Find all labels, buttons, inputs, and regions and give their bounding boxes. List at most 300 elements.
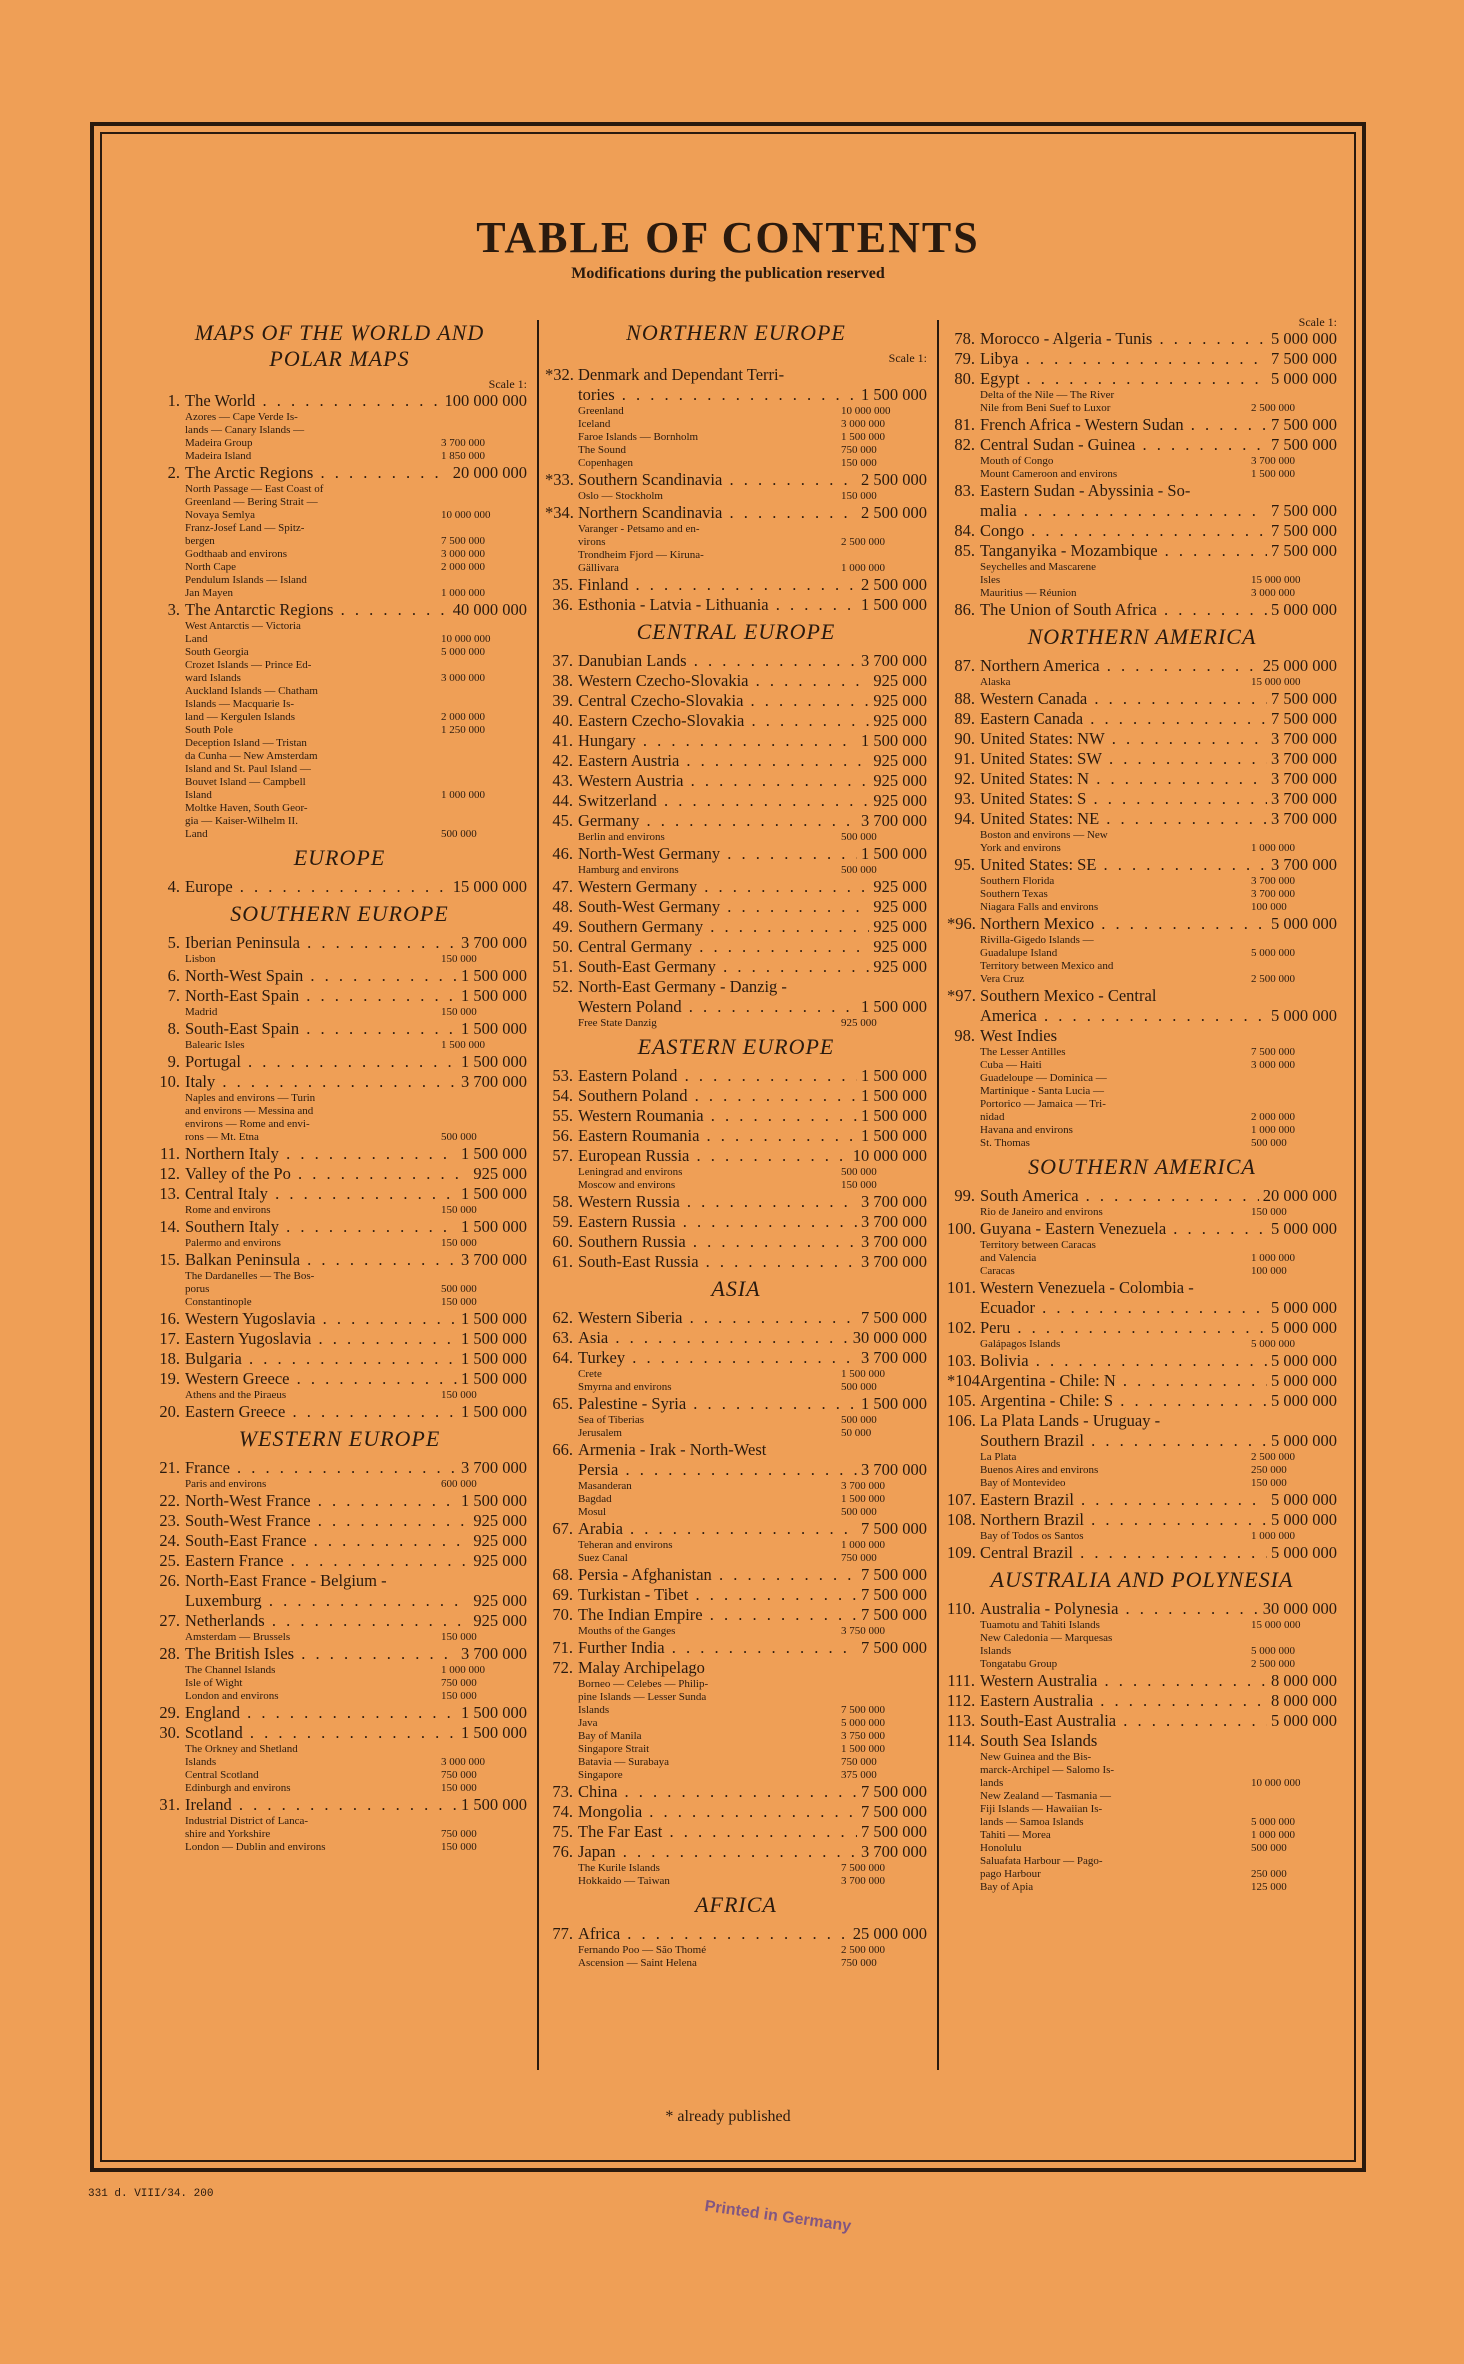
inset-map [152, 1664, 527, 1677]
map-title: Eastern Poland . . . [578, 1066, 857, 1086]
map-entry-line [152, 1491, 527, 1511]
inset-map-title: Borneo — Celebes — Philip- [578, 1678, 709, 1690]
map-number: 22. [159, 1491, 180, 1510]
map-number: 35. [552, 575, 573, 594]
map-entry-line [545, 711, 927, 731]
inset-map-title: marck-Archipel — Salomo Is- [980, 1764, 1115, 1776]
inset-map-scale: 750 000 [841, 1552, 877, 1564]
map-title: The Indian Empire . . . [578, 1605, 857, 1625]
inset-map [545, 1017, 927, 1030]
map-title: Finland . . . [578, 575, 857, 595]
inset-map-title: Boston and environs — New [980, 829, 1108, 841]
inset-map-scale [1247, 1751, 1337, 1764]
map-scale: 1 500 000 [461, 966, 527, 985]
map-title: The Union of South Africa . . . [980, 600, 1267, 620]
inset-map-title: Central Scotland [185, 1769, 259, 1781]
map-scale: 3 700 000 [861, 651, 927, 670]
map-entry-line [545, 1565, 927, 1585]
inset-map [152, 724, 527, 737]
map-scale: 7 500 000 [861, 1802, 927, 1821]
inset-map-scale [437, 1815, 527, 1828]
inset-map [947, 875, 1337, 888]
map-entry-line [152, 877, 527, 897]
map-entry-line [152, 1795, 527, 1815]
map-entry-line [947, 729, 1337, 749]
inset-map-title: rons — Mt. Etna [185, 1131, 259, 1143]
map-entry-line [152, 1369, 527, 1389]
inset-map-scale: 7 500 000 [841, 1704, 885, 1716]
inset-map-title: Honolulu [980, 1842, 1022, 1854]
map-number: 84. [954, 521, 975, 540]
inset-map-title: Isle of Wight [185, 1677, 243, 1689]
inset-map-title: London and environs [185, 1690, 279, 1702]
inset-map-scale: 1 000 000 [1251, 842, 1295, 854]
map-title: United States: S . . . [980, 789, 1267, 809]
inset-map-scale: 10 000 000 [1251, 1777, 1301, 1789]
map-entry [545, 385, 927, 470]
inset-map-title: Franz-Josef Land — Spitz- [185, 522, 305, 534]
map-number: 72. [552, 1658, 573, 1677]
map-number [545, 997, 573, 1017]
map-number: 74. [552, 1802, 573, 1821]
inset-map-scale [1247, 1085, 1337, 1098]
inset-map-title: virons [578, 536, 606, 548]
inset-map-scale: 150 000 [441, 1690, 477, 1702]
inset-map [947, 1803, 1337, 1816]
map-entry [545, 691, 927, 711]
inset-map-scale [437, 411, 527, 424]
map-number: 18. [159, 1349, 180, 1368]
inset-map-title: New Caledonia — Marquesas [980, 1632, 1113, 1644]
map-entry [152, 1052, 527, 1072]
map-entry-line [947, 709, 1337, 729]
inset-map-scale: 750 000 [841, 444, 877, 456]
inset-map-scale: 150 000 [441, 1296, 477, 1308]
map-number: 88. [954, 689, 975, 708]
map-title: South Sea Islands [980, 1731, 1098, 1750]
inset-map-scale [437, 659, 527, 672]
map-number: 101. [947, 1278, 976, 1297]
map-title: Bolivia . . . [980, 1351, 1267, 1371]
inset-map-title: Vera Cruz [980, 973, 1025, 985]
map-scale: 1 500 000 [461, 1309, 527, 1328]
map-scale: 1 500 000 [461, 1329, 527, 1348]
map-entry [947, 914, 1337, 986]
section-heading-line: EUROPE [293, 845, 386, 870]
map-number: 95. [954, 855, 975, 874]
map-entry [152, 1703, 527, 1723]
map-entry-line [545, 385, 927, 405]
map-entry-line [947, 1543, 1337, 1563]
map-entry-line [947, 541, 1337, 561]
map-entry [947, 369, 1337, 415]
inset-map-scale: 750 000 [441, 1769, 477, 1781]
map-title: Turkey . . . [578, 1348, 857, 1368]
map-number [947, 501, 975, 521]
map-title: Mongolia . . . [578, 1802, 857, 1822]
inset-map-scale: 3 000 000 [841, 418, 885, 430]
map-title: Western Poland . . . [578, 997, 857, 1017]
inset-map-scale: 5 000 000 [1251, 1338, 1295, 1350]
inset-map-title: Tongatabu Group [980, 1658, 1058, 1670]
inset-map-scale: 2 500 000 [841, 536, 885, 548]
inset-map-scale: 1 000 000 [441, 789, 485, 801]
map-scale: 5 000 000 [1271, 1711, 1337, 1730]
map-scale: 925 000 [873, 771, 927, 790]
inset-map-title: Godthaab and environs [185, 548, 288, 560]
map-entry-line [947, 1671, 1337, 1691]
map-title: The British Isles . . . [185, 1644, 457, 1664]
map-scale: 5 000 000 [1271, 1351, 1337, 1370]
map-entry-line [545, 1328, 927, 1348]
inset-map-scale [437, 750, 527, 763]
map-number: 11. [159, 1144, 180, 1163]
map-scale: 1 500 000 [861, 997, 927, 1016]
map-entry-line [947, 1186, 1337, 1206]
inset-map [947, 574, 1337, 587]
inset-map [947, 1855, 1337, 1868]
map-entry [545, 1460, 927, 1519]
inset-map [545, 1381, 927, 1394]
inset-map-title: St. Thomas [980, 1137, 1030, 1149]
map-entry-line [947, 1391, 1337, 1411]
inset-map-scale: 50 000 [841, 1427, 872, 1439]
map-scale: 10 000 000 [852, 1146, 927, 1165]
inset-map-title: Bay of Montevideo [980, 1477, 1066, 1489]
map-number [947, 1431, 975, 1451]
map-title: Further India . . . [578, 1638, 857, 1658]
inset-map [152, 1828, 527, 1841]
inset-map-title: Smyrna and environs [578, 1381, 672, 1393]
inset-map [545, 1427, 927, 1440]
inset-map-scale: 150 000 [841, 490, 877, 502]
map-entry [947, 1411, 1337, 1431]
inset-map-scale: 3 700 000 [441, 437, 485, 449]
map-title: Northern Scandinavia . . . [578, 503, 857, 523]
map-number: 91. [954, 749, 975, 768]
map-number: 48. [552, 897, 573, 916]
inset-map [947, 1632, 1337, 1645]
map-title: Luxemburg . . . [185, 1591, 469, 1611]
map-number: 73. [552, 1782, 573, 1801]
map-entry-line [545, 1086, 927, 1106]
map-entry-line [152, 1250, 527, 1270]
inset-map-title: Rio de Janeiro and environs [980, 1206, 1103, 1218]
inset-map-title: Jan Mayen [185, 587, 233, 599]
map-entry [947, 1543, 1337, 1563]
map-number [947, 1298, 975, 1318]
map-scale: 8 000 000 [1271, 1671, 1337, 1690]
map-entry [545, 1086, 927, 1106]
inset-map-scale: 500 000 [441, 1131, 477, 1143]
inset-map [152, 1631, 527, 1644]
map-entry [545, 365, 927, 385]
map-number: 19. [159, 1369, 180, 1388]
inset-map-scale [437, 1105, 527, 1118]
inset-map-title: The Orkney and Shetland [185, 1743, 298, 1755]
map-entry [545, 977, 927, 997]
inset-map-scale: 3 000 000 [441, 1756, 485, 1768]
inset-map [545, 1166, 927, 1179]
map-scale: 925 000 [873, 897, 927, 916]
section-heading [545, 619, 927, 645]
map-number: *34. [545, 503, 574, 522]
map-entry [152, 1329, 527, 1349]
map-title: China . . . [578, 1782, 857, 1802]
inset-map [947, 960, 1337, 973]
inset-map-title: Tuamotu and Tahiti Islands [980, 1619, 1100, 1631]
inset-map-scale [437, 815, 527, 828]
inset-map [152, 535, 527, 548]
inset-map-title: Buenos Aires and environs [980, 1464, 1099, 1476]
inset-map-title: Mount Cameroon and environs [980, 468, 1118, 480]
section-heading [947, 624, 1337, 650]
inset-map [947, 1072, 1337, 1085]
inset-map-scale: 3 700 000 [1251, 888, 1295, 900]
inset-map-scale [437, 802, 527, 815]
map-scale: 20 000 000 [452, 463, 527, 482]
map-entry [545, 1308, 927, 1328]
map-scale [1333, 986, 1337, 1006]
inset-map-scale: 5 000 000 [1251, 947, 1295, 959]
map-title: South-East Russia . . . [578, 1252, 857, 1272]
inset-map [152, 1841, 527, 1854]
inset-map [152, 1131, 527, 1144]
map-title: Central Czecho-Slovakia . . . [578, 691, 869, 711]
inset-map-scale: 15 000 000 [1251, 574, 1301, 586]
map-scale: 3 700 000 [1271, 809, 1337, 828]
inset-map-scale: 3 000 000 [1251, 587, 1295, 599]
map-title: Eastern Brazil . . . [980, 1490, 1267, 1510]
inset-map-scale: 3 700 000 [1251, 875, 1295, 887]
inset-map [545, 1691, 927, 1704]
inset-map-scale [1247, 389, 1337, 402]
inset-map-title: pago Harbour [980, 1868, 1041, 1880]
map-entry [545, 897, 927, 917]
map-scale: 5 000 000 [1271, 600, 1337, 619]
map-entry-line [152, 1349, 527, 1369]
map-number: 79. [954, 349, 975, 368]
map-entry [152, 1591, 527, 1611]
map-entry [947, 1731, 1337, 1894]
map-title: tories . . . [578, 385, 857, 405]
inset-map [947, 934, 1337, 947]
inset-map-title: Ascension — Saint Helena [578, 1957, 697, 1969]
map-entry-line [545, 575, 927, 595]
map-scale: 7 500 000 [1271, 541, 1337, 560]
map-scale: 925 000 [473, 1531, 527, 1550]
inset-map-title: West Antarctis — Victoria [185, 620, 301, 632]
inset-map-scale [437, 776, 527, 789]
inset-map-scale: 500 000 [441, 828, 477, 840]
map-entry-line [545, 977, 927, 997]
map-number [947, 1006, 975, 1026]
map-number: 50. [552, 937, 573, 956]
inset-map-title: North Passage — East Coast of [185, 483, 324, 495]
inset-map-scale [437, 685, 527, 698]
map-title: The World . . . [185, 391, 441, 411]
map-title: Eastern Yugoslavia . . . [185, 1329, 457, 1349]
map-title: France . . . [185, 1458, 457, 1478]
inset-map-scale: 250 000 [1251, 1868, 1287, 1880]
map-scale: 7 500 000 [1271, 415, 1337, 434]
inset-map-title: Islands [980, 1645, 1012, 1657]
map-title: United States: NE . . . [980, 809, 1267, 829]
map-entry [545, 957, 927, 977]
inset-map [947, 389, 1337, 402]
inset-map [152, 828, 527, 841]
map-title: Danubian Lands . . . [578, 651, 857, 671]
inset-map-scale [437, 424, 527, 437]
map-title: Eastern Czecho-Slovakia . . . [578, 711, 869, 731]
inset-map-scale: 1 000 000 [441, 587, 485, 599]
map-number: 86. [954, 600, 975, 619]
map-number: 103. [947, 1351, 976, 1370]
inset-map-title: shire and Yorkshire [185, 1828, 271, 1840]
map-title: Persia - Afghanistan . . . [578, 1565, 857, 1585]
map-number: 81. [954, 415, 975, 434]
inset-map-title: Havana and environs [980, 1124, 1073, 1136]
map-scale: 1 500 000 [861, 595, 927, 614]
map-scale: 7 500 000 [861, 1519, 927, 1538]
map-entry [545, 771, 927, 791]
inset-map-scale: 1 500 000 [1251, 468, 1295, 480]
map-entry [152, 600, 527, 841]
inset-map [152, 1296, 527, 1309]
map-entry-line [947, 1731, 1337, 1751]
inset-map-title: Java [578, 1717, 598, 1729]
map-number: 21. [159, 1458, 180, 1477]
map-scale: 925 000 [473, 1591, 527, 1610]
map-number: 107. [947, 1490, 976, 1509]
map-entry [152, 391, 527, 463]
inset-map-title: environs — Rome and envi- [185, 1118, 310, 1130]
map-number: 29. [159, 1703, 180, 1722]
map-scale: 7 500 000 [1271, 689, 1337, 708]
inset-map-scale: 15 000 000 [1251, 676, 1301, 688]
map-entry-line [545, 811, 927, 831]
map-entry-line [152, 1551, 527, 1571]
inset-map-title: Mouth of Congo [980, 455, 1054, 467]
map-scale: 1 500 000 [461, 986, 527, 1005]
inset-map-title: Rome and environs [185, 1204, 271, 1216]
inset-map-scale: 600 000 [441, 1478, 477, 1490]
map-entry [152, 1611, 527, 1644]
map-scale: 7 500 000 [861, 1782, 927, 1801]
map-scale [1333, 481, 1337, 501]
inset-map-title: New Guinea and the Bis- [980, 1751, 1092, 1763]
inset-map [947, 455, 1337, 468]
map-scale: 1 500 000 [461, 1703, 527, 1722]
map-scale: 1 500 000 [461, 1144, 527, 1163]
inset-map-scale: 150 000 [1251, 1206, 1287, 1218]
map-number: 37. [552, 651, 573, 670]
map-title: North-East France - Belgium - [185, 1571, 387, 1590]
map-entry [152, 986, 527, 1019]
inset-map-scale: 1 500 000 [841, 431, 885, 443]
inset-map [545, 1480, 927, 1493]
map-scale: 3 700 000 [461, 933, 527, 952]
inset-map-title: South Pole [185, 724, 233, 736]
map-entry [152, 1723, 527, 1795]
inset-map-title: bergen [185, 535, 215, 547]
inset-map-scale: 750 000 [841, 1957, 877, 1969]
map-title: Southern Brazil . . . [980, 1431, 1267, 1451]
map-scale: 5 000 000 [1271, 329, 1337, 348]
map-title: Southern Scandinavia . . . [578, 470, 857, 490]
inset-map-scale: 150 000 [441, 953, 477, 965]
map-entry-line [152, 1571, 527, 1591]
map-entry-line [152, 1531, 527, 1551]
map-entry-line [947, 600, 1337, 620]
inset-map-title: Leningrad and environs [578, 1166, 683, 1178]
inset-map-scale: 500 000 [841, 1414, 877, 1426]
map-title: Central Sudan - Guinea . . . [980, 435, 1267, 455]
inset-map-title: Bouvet Island — Campbell [185, 776, 306, 788]
map-scale: 925 000 [873, 937, 927, 956]
inset-map [545, 1743, 927, 1756]
map-entry-line [545, 731, 927, 751]
map-title: Southern Germany . . . [578, 917, 869, 937]
map-number: 38. [552, 671, 573, 690]
map-scale: 5 000 000 [1271, 369, 1337, 388]
map-entry [545, 1440, 927, 1460]
inset-map [947, 587, 1337, 600]
map-title: Africa . . . [578, 1924, 849, 1944]
inset-map [152, 789, 527, 802]
inset-map [947, 561, 1337, 574]
map-entry [947, 749, 1337, 769]
inset-map [545, 1414, 927, 1427]
map-scale: 25 000 000 [852, 1924, 927, 1943]
map-entry [545, 1519, 927, 1565]
map-number: 14. [159, 1217, 180, 1236]
map-scale: 1 500 000 [461, 1795, 527, 1814]
map-number: 52. [552, 977, 573, 996]
map-scale: 5 000 000 [1271, 1490, 1337, 1509]
inset-map-title: lands [980, 1777, 1004, 1789]
map-title: Hungary . . . [578, 731, 857, 751]
map-number: 64. [552, 1348, 573, 1367]
map-entry [545, 1394, 927, 1440]
map-scale: 3 700 000 [861, 1460, 927, 1479]
map-entry [545, 671, 927, 691]
map-entry [947, 1671, 1337, 1691]
inset-map [152, 1690, 527, 1703]
inset-map [152, 1815, 527, 1828]
inset-map-scale [437, 698, 527, 711]
map-entry-line [545, 1658, 927, 1678]
map-scale [923, 1658, 927, 1678]
map-title: Northern America . . . [980, 656, 1259, 676]
inset-map-title: Guadalupe Island [980, 947, 1058, 959]
map-entry [947, 1298, 1337, 1318]
map-scale: 3 700 000 [1271, 855, 1337, 874]
map-title: South-East France . . . [185, 1531, 469, 1551]
inset-map [152, 815, 527, 828]
inset-map-scale: 15 000 000 [1251, 1619, 1301, 1631]
map-scale: 20 000 000 [1262, 1186, 1337, 1205]
map-entry [947, 1490, 1337, 1510]
map-title: South-East Australia . . . [980, 1711, 1267, 1731]
map-entry [545, 1252, 927, 1272]
map-title: Armenia - Irak - North-West [578, 1440, 767, 1459]
section-heading-line: NORTHERN EUROPE [626, 320, 846, 345]
map-entry [545, 1638, 927, 1658]
map-entry [545, 877, 927, 897]
inset-map-scale [1247, 1072, 1337, 1085]
map-number: 114. [947, 1731, 976, 1750]
